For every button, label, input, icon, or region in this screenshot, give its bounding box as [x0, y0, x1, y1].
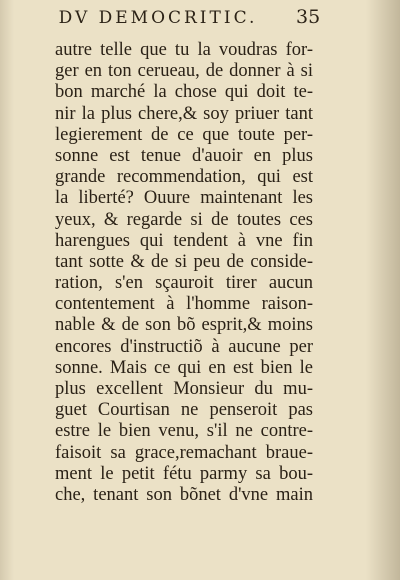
text-line: guet Courtisan ne penseroit pas [55, 400, 313, 421]
text-line: yeux, & regarde si de toutes ces [55, 209, 313, 230]
text-line: ration, s'en sçauroit tirer aucun [55, 273, 313, 294]
text-line: bon marché la chose qui doit te- [55, 82, 313, 103]
text-line: ment le petit fétu parmy sa bou- [55, 463, 313, 484]
text-line: ger en ton cerueau, de donner à si [55, 61, 313, 82]
page-gutter-shadow [0, 0, 14, 580]
page-edge-shadow [366, 0, 400, 580]
text-line: autre telle que tu la voudras for- [55, 40, 313, 60]
text-line: sonne. Mais ce qui en est bien le [55, 357, 313, 378]
text-line: che, tenant son bõnet d'vne main [55, 484, 313, 505]
text-line: faisoit sa grace,remachant braue- [55, 442, 313, 463]
text-line: plus excellent Monsieur du mu- [55, 379, 313, 399]
text-line: nable & de son bõ esprit,& moins [55, 315, 313, 336]
text-line: sonne est tenue d'auoir en plus [55, 145, 313, 166]
text-line: encores d'instructiõ à aucune per [55, 336, 313, 357]
text-line: contentement à l'homme raison- [55, 294, 313, 315]
running-head: DV DEMOCRITIC. [58, 8, 258, 28]
text-line: tant sotte & de si peu de conside- [55, 251, 313, 272]
page-number: 35 [296, 6, 321, 28]
text-line: grande recommendation, qui est [55, 167, 313, 188]
text-line: nir la plus chere,& soy priuer tant [55, 103, 313, 124]
text-line: la liberté? Ouure maintenant les [55, 188, 313, 209]
text-line: harengues qui tendent à vne fin [55, 230, 313, 251]
text-line: estre le bien venu, s'il ne contre- [55, 421, 313, 442]
page-header [0, 6, 400, 36]
text-line: legierement de ce que toute per- [55, 124, 313, 145]
body-text [55, 40, 313, 506]
